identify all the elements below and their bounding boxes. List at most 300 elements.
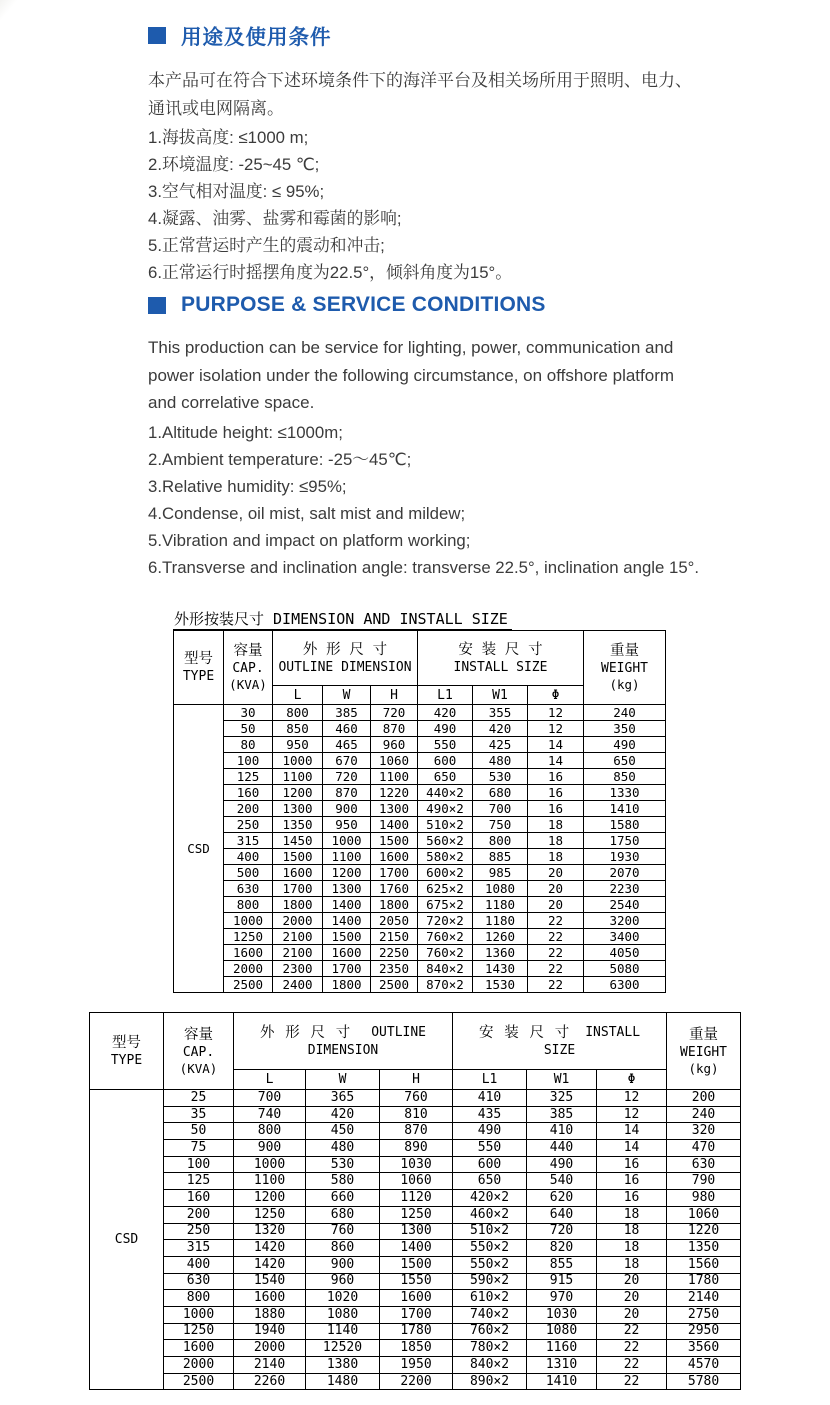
table-row	[174, 929, 666, 945]
table-row	[174, 945, 666, 961]
table-cell: 18	[597, 1240, 667, 1257]
table-cell: 22	[528, 929, 584, 945]
table-cell: 1180	[473, 913, 528, 929]
table-row	[174, 705, 666, 721]
table-cell: 590×2	[453, 1273, 527, 1290]
table-cell: 1700	[273, 881, 323, 897]
table-cell: 100	[164, 1156, 234, 1173]
table-cell: 1250	[380, 1206, 453, 1223]
table-cell: 385	[527, 1106, 597, 1123]
table-cell: 1400	[380, 1240, 453, 1257]
section-title-cn: 用途及使用条件	[181, 26, 332, 49]
table-cell: 650	[418, 769, 473, 785]
section-purpose-en	[148, 293, 748, 581]
table-row	[90, 1373, 741, 1390]
table-row	[90, 1240, 741, 1257]
table-cell: 1500	[371, 833, 418, 849]
table-cell: 980	[667, 1190, 741, 1207]
table-cell: 1100	[323, 849, 371, 865]
table-body	[90, 1090, 741, 1390]
subheader-H: H	[380, 1070, 453, 1090]
table-cell: 760×2	[418, 945, 473, 961]
table-cell: 2230	[584, 881, 666, 897]
table-cell: 470	[667, 1140, 741, 1157]
table-cell: 490	[527, 1156, 597, 1173]
table-cell: 510×2	[453, 1223, 527, 1240]
table-cell: 1330	[584, 785, 666, 801]
table-cell: 1600	[224, 945, 273, 961]
table-cell: 1100	[371, 769, 418, 785]
table-cell: 2500	[164, 1373, 234, 1390]
table-cell: 1000	[234, 1156, 306, 1173]
table-cell: 1420	[234, 1240, 306, 1257]
condition-item: 6.正常运行时摇摆角度为22.5°，倾斜角度为15°。	[148, 263, 513, 282]
table-cell: 1100	[273, 769, 323, 785]
header-capacity: 容量 CAP. (KVA)	[164, 1013, 234, 1090]
type-label-cell: CSD	[174, 705, 224, 993]
table-cell: 1500	[323, 929, 371, 945]
subheader-L1: L1	[418, 686, 473, 705]
table-cell: 12	[528, 721, 584, 737]
table-cell: 18	[597, 1206, 667, 1223]
table-cell: 440	[527, 1140, 597, 1157]
table-cell: 450	[306, 1123, 380, 1140]
table-cell: 490	[453, 1123, 527, 1140]
square-bullet-icon	[148, 297, 166, 314]
table-cell: 490	[418, 721, 473, 737]
table-cell: 1400	[323, 913, 371, 929]
table-cell: 540	[527, 1173, 597, 1190]
table-cell: 1600	[371, 849, 418, 865]
table-row	[90, 1123, 741, 1140]
table-cell: 800	[473, 833, 528, 849]
table-cell: 855	[527, 1256, 597, 1273]
table-row	[174, 865, 666, 881]
table-cell: 900	[306, 1256, 380, 1273]
condition-item: 2.环境温度: -25~45 ℃;	[148, 155, 320, 174]
table-cell: 1300	[273, 801, 323, 817]
table-cell: 790	[667, 1173, 741, 1190]
section-purpose-cn	[148, 20, 728, 286]
table-row	[174, 977, 666, 993]
table-cell: 355	[473, 705, 528, 721]
table-cell: 16	[597, 1190, 667, 1207]
table-cell: 1250	[164, 1323, 234, 1340]
table-cell: 2200	[380, 1373, 453, 1390]
table-cell: 250	[224, 817, 273, 833]
table-cell: 780×2	[453, 1340, 527, 1357]
condition-item: 3.Relative humidity: ≤95%;	[148, 476, 347, 496]
table-row	[90, 1090, 741, 1107]
header-outline-dimension: 外 形 尺 寸 OUTLINE DIMENSION	[234, 1013, 453, 1070]
table-cell: 720	[527, 1223, 597, 1240]
table-cell: 2250	[371, 945, 418, 961]
table-body	[174, 705, 666, 993]
intro-line: power isolation under the following circumstance, on offshore platform	[148, 365, 675, 385]
table-row	[174, 769, 666, 785]
table-row	[90, 1273, 741, 1290]
table-cell: 315	[224, 833, 273, 849]
table-cell: 970	[527, 1290, 597, 1307]
table-header-row	[90, 1013, 741, 1070]
condition-item: 5.正常营运时产生的震动和冲击;	[148, 236, 385, 255]
table-cell: 100	[224, 753, 273, 769]
table-cell: 1940	[234, 1323, 306, 1340]
table-row	[174, 897, 666, 913]
dimension-install-table	[89, 1012, 741, 1390]
table-cell: 2100	[273, 945, 323, 961]
table-cell: 160	[224, 785, 273, 801]
table-row	[90, 1190, 741, 1207]
table-cell: 2500	[371, 977, 418, 993]
table-cell: 22	[597, 1323, 667, 1340]
table-cell: 2000	[164, 1357, 234, 1374]
table-cell: 240	[667, 1106, 741, 1123]
table-cell: 3400	[584, 929, 666, 945]
table-cell: 22	[528, 977, 584, 993]
table-row	[90, 1106, 741, 1123]
table-cell: 650	[584, 753, 666, 769]
condition-item: 3.空气相对温度: ≤ 95%;	[148, 182, 325, 201]
table-cell: 2350	[371, 961, 418, 977]
table-row	[174, 817, 666, 833]
table-cell: 460	[323, 721, 371, 737]
table-cell: 1700	[323, 961, 371, 977]
table-cell: 960	[371, 737, 418, 753]
table-cell: 2140	[234, 1357, 306, 1374]
dimension-install-table	[173, 630, 666, 993]
table-cell: 1600	[380, 1290, 453, 1307]
table-cell: 20	[528, 897, 584, 913]
table-cell: 18	[528, 833, 584, 849]
table-cell: 1200	[323, 865, 371, 881]
table-row	[174, 913, 666, 929]
table-cell: 1880	[234, 1306, 306, 1323]
table-cell: 1000	[273, 753, 323, 769]
table-cell: 22	[528, 945, 584, 961]
table-cell: 850	[273, 721, 323, 737]
table-cell: 22	[597, 1340, 667, 1357]
table-cell: 890×2	[453, 1373, 527, 1390]
subheader-W: W	[323, 686, 371, 705]
table-cell: 1360	[473, 945, 528, 961]
table-cell: 870	[323, 785, 371, 801]
table-cell: 80	[224, 737, 273, 753]
table-cell: 420	[306, 1106, 380, 1123]
table-cell: 550	[418, 737, 473, 753]
table-cell: 740×2	[453, 1306, 527, 1323]
table-cell: 550×2	[453, 1240, 527, 1257]
table-cell: 900	[323, 801, 371, 817]
table-cell: 2000	[224, 961, 273, 977]
table-cell: 200	[164, 1206, 234, 1223]
table-cell: 760×2	[453, 1323, 527, 1340]
table-row	[90, 1323, 741, 1340]
table-cell: 680	[306, 1206, 380, 1223]
table-cell: 1400	[323, 897, 371, 913]
table-cell: 1700	[371, 865, 418, 881]
table-cell: 2000	[234, 1340, 306, 1357]
table-cell: 610×2	[453, 1290, 527, 1307]
table-cell: 20	[597, 1273, 667, 1290]
table-row	[174, 833, 666, 849]
table-cell: 900	[234, 1140, 306, 1157]
table-cell: 16	[597, 1156, 667, 1173]
condition-item: 5.Vibration and impact on platform working;	[148, 530, 471, 550]
table-cell: 1400	[371, 817, 418, 833]
table-cell: 760	[380, 1090, 453, 1107]
table-cell: 1200	[273, 785, 323, 801]
table-cell: 350	[584, 721, 666, 737]
table-cell: 800	[164, 1290, 234, 1307]
table-cell: 2100	[273, 929, 323, 945]
table-cell: 22	[528, 961, 584, 977]
intro-paragraph-cn	[148, 67, 728, 122]
table-cell: 1320	[234, 1223, 306, 1240]
table-cell: 18	[597, 1223, 667, 1240]
table-cell: 20	[528, 881, 584, 897]
header-weight: 重量 WEIGHT (kg)	[667, 1013, 741, 1090]
intro-line: and correlative space.	[148, 393, 315, 412]
table-cell: 14	[597, 1123, 667, 1140]
table-cell: 890	[380, 1140, 453, 1157]
table-cell: 1080	[473, 881, 528, 897]
table-cell: 1180	[473, 897, 528, 913]
table-cell: 1350	[667, 1240, 741, 1257]
table-cell: 630	[667, 1156, 741, 1173]
table-cell: 425	[473, 737, 528, 753]
table-row	[174, 801, 666, 817]
subheader-L1: L1	[453, 1070, 527, 1090]
header-install-size: 安 装 尺 寸 INSTALL SIZE	[453, 1013, 667, 1070]
table-cell: 530	[473, 769, 528, 785]
table-cell: 35	[164, 1106, 234, 1123]
subheader-phi: Φ	[597, 1070, 667, 1090]
table-cell: 22	[597, 1373, 667, 1390]
table-cell: 1300	[380, 1223, 453, 1240]
table-cell: 315	[164, 1240, 234, 1257]
table-cell: 420	[473, 721, 528, 737]
table-cell: 1100	[234, 1173, 306, 1190]
table-cell: 12	[528, 705, 584, 721]
table-cell: 1580	[584, 817, 666, 833]
table-cell: 1220	[371, 785, 418, 801]
table-cell: 840×2	[453, 1357, 527, 1374]
table-cell: 1000	[323, 833, 371, 849]
table-cell: 950	[323, 817, 371, 833]
table-cell: 20	[597, 1306, 667, 1323]
table-row	[174, 881, 666, 897]
subheader-L: L	[234, 1070, 306, 1090]
table-cell: 2950	[667, 1323, 741, 1340]
table-cell: 1080	[306, 1306, 380, 1323]
table-cell: 985	[473, 865, 528, 881]
table-cell: 670	[323, 753, 371, 769]
section-heading-cn	[148, 20, 728, 50]
table-cell: 14	[597, 1140, 667, 1157]
table-cell: 160	[164, 1190, 234, 1207]
table-cell: 1200	[234, 1190, 306, 1207]
table-cell: 800	[273, 705, 323, 721]
table-cell: 700	[473, 801, 528, 817]
table-cell: 1760	[371, 881, 418, 897]
table-cell: 1500	[380, 1256, 453, 1273]
table-cell: 2750	[667, 1306, 741, 1323]
table-cell: 1850	[380, 1340, 453, 1357]
table-row	[174, 721, 666, 737]
table-cell: 1410	[584, 801, 666, 817]
table-cell: 870×2	[418, 977, 473, 993]
table-cell: 680	[473, 785, 528, 801]
table-cell: 2050	[371, 913, 418, 929]
table-cell: 1600	[323, 945, 371, 961]
table-cell: 1550	[380, 1273, 453, 1290]
table-cell: 5780	[667, 1373, 741, 1390]
table-row	[90, 1306, 741, 1323]
table-cell: 1530	[473, 977, 528, 993]
table-cell: 1540	[234, 1273, 306, 1290]
section-heading-en	[148, 293, 748, 317]
table-row	[174, 785, 666, 801]
table-cell: 1450	[273, 833, 323, 849]
table-cell: 12520	[306, 1340, 380, 1357]
table-cell: 2140	[667, 1290, 741, 1307]
square-bullet-icon	[148, 27, 166, 44]
table-cell: 4050	[584, 945, 666, 961]
header-capacity: 容量 CAP. (KVA)	[224, 631, 273, 705]
intro-line: 通讯或电网隔离。	[148, 98, 284, 118]
table-cell: 1060	[380, 1173, 453, 1190]
table-cell: 1780	[667, 1273, 741, 1290]
table-cell: 660	[306, 1190, 380, 1207]
table-cell: 810	[380, 1106, 453, 1123]
table-row	[90, 1290, 741, 1307]
table-cell: 700	[234, 1090, 306, 1107]
table-cell: 1430	[473, 961, 528, 977]
table-cell: 1800	[323, 977, 371, 993]
table-cell: 1560	[667, 1256, 741, 1273]
table-cell: 125	[164, 1173, 234, 1190]
table-cell: 1480	[306, 1373, 380, 1390]
table-cell: 1950	[380, 1357, 453, 1374]
table-cell: 840×2	[418, 961, 473, 977]
table-row	[90, 1173, 741, 1190]
table-cell: 1060	[371, 753, 418, 769]
table-cell: 480	[473, 753, 528, 769]
subheader-L: L	[273, 686, 323, 705]
table-cell: 325	[527, 1090, 597, 1107]
table-cell: 410	[527, 1123, 597, 1140]
table-cell: 630	[164, 1273, 234, 1290]
table-cell: 125	[224, 769, 273, 785]
table-cell: 385	[323, 705, 371, 721]
table-cell: 915	[527, 1273, 597, 1290]
table-cell: 1120	[380, 1190, 453, 1207]
table-cell: 12	[597, 1090, 667, 1107]
table-cell: 5080	[584, 961, 666, 977]
table-cell: 25	[164, 1090, 234, 1107]
table-cell: 75	[164, 1140, 234, 1157]
table-cell: 2540	[584, 897, 666, 913]
table-cell: 720	[371, 705, 418, 721]
table-cell: 1350	[273, 817, 323, 833]
table-cell: 1310	[527, 1357, 597, 1374]
table-cell: 3200	[584, 913, 666, 929]
table-cell: 22	[528, 913, 584, 929]
table-cell: 320	[667, 1123, 741, 1140]
table-cell: 1000	[164, 1306, 234, 1323]
table-cell: 630	[224, 881, 273, 897]
table-cell: 1250	[234, 1206, 306, 1223]
condition-item: 6.Transverse and inclination angle: transverse 22.5°, inclination angle 15°.	[148, 557, 700, 577]
table-cell: 1800	[273, 897, 323, 913]
table-cell: 1780	[380, 1323, 453, 1340]
intro-paragraph-en	[148, 334, 748, 417]
header-type: 型号 TYPE	[90, 1013, 164, 1090]
table-cell: 870	[371, 721, 418, 737]
table-cell: 1700	[380, 1306, 453, 1323]
table-cell: 760	[306, 1223, 380, 1240]
table-row	[174, 753, 666, 769]
table-cell: 1300	[323, 881, 371, 897]
table-cell: 510×2	[418, 817, 473, 833]
intro-line: 本产品可在符合下述环境条件下的海洋平台及相关场所用于照明、电力、	[148, 71, 692, 90]
condition-item: 4.Condense, oil mist, salt mist and mildew;	[148, 503, 466, 523]
table-cell: 650	[453, 1173, 527, 1190]
table-cell: 440×2	[418, 785, 473, 801]
table-cell: 600	[418, 753, 473, 769]
condition-list-cn	[148, 124, 728, 286]
dimension-table-2	[89, 1012, 740, 1390]
table-cell: 1140	[306, 1323, 380, 1340]
table-cell: 870	[380, 1123, 453, 1140]
table-row	[90, 1357, 741, 1374]
table-cell: 675×2	[418, 897, 473, 913]
table-cell: 640	[527, 1206, 597, 1223]
table-cell: 2000	[273, 913, 323, 929]
table-cell: 3560	[667, 1340, 741, 1357]
table-cell: 580×2	[418, 849, 473, 865]
table-cell: 490×2	[418, 801, 473, 817]
table-cell: 600	[453, 1156, 527, 1173]
table-cell: 480	[306, 1140, 380, 1157]
table-cell: 1410	[527, 1373, 597, 1390]
table-cell: 490	[584, 737, 666, 753]
table-cell: 460×2	[453, 1206, 527, 1223]
table-row	[90, 1140, 741, 1157]
subheader-H: H	[371, 686, 418, 705]
table-cell: 2400	[273, 977, 323, 993]
table-cell: 6300	[584, 977, 666, 993]
table-cell: 2300	[273, 961, 323, 977]
table-cell: 1000	[224, 913, 273, 929]
table-cell: 1600	[164, 1340, 234, 1357]
table-cell: 1030	[380, 1156, 453, 1173]
table-cell: 20	[528, 865, 584, 881]
table-cell: 530	[306, 1156, 380, 1173]
intro-line: This production can be service for lighting, power, communication and	[148, 338, 674, 357]
header-weight: 重量 WEIGHT (kg)	[584, 631, 666, 705]
table-header-row	[174, 631, 666, 686]
table-cell: 200	[667, 1090, 741, 1107]
table-cell: 400	[164, 1256, 234, 1273]
subheader-W1: W1	[527, 1070, 597, 1090]
table-cell: 16	[528, 801, 584, 817]
table-cell: 625×2	[418, 881, 473, 897]
table-cell: 1260	[473, 929, 528, 945]
table-cell: 465	[323, 737, 371, 753]
table-cell: 410	[453, 1090, 527, 1107]
